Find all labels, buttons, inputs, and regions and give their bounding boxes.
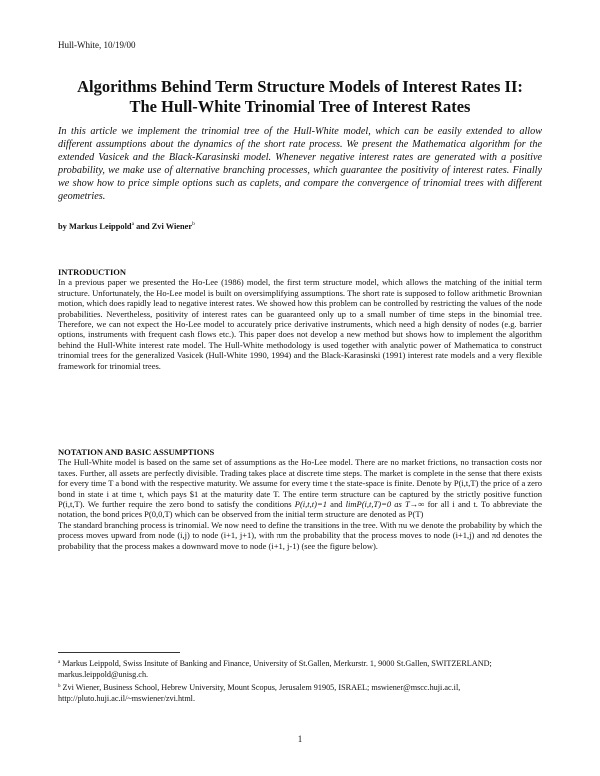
abstract: In this article we implement the trinomial tree of the Hull-White model, which can be easily extended to allow different assumptions about the dynamics of the short rate process. We present the Mathematica algorithm for the extended Vasicek and the Black-Karasinski model. Whenever negative interest rates are generated with a positive probability, we make use of alternative branching processes, which guarantee the positivity of interest rates. Finally we show how to price simple options such as caplets, and compare the convergence of trinomial trees with different geometries. xyxy=(58,126,542,202)
introduction-body: In a previous paper we presented the Ho-Lee (1986) model, the first term structure model, which allows the matching of the initial term structure. Unfortunately, the Ho-Lee model is built on oversimplifying assumptions. The short rate is supposed to follow arithmetic Brownian motion, which does rapidly lead to negative interest rates. We showed how this problem can be controlled by restricting the values of the node probabilities. Nevertheless, positivity of interest rates can be guaranteed only up to a small number of time steps in the binomial tree. Therefore, we can not expect the Ho-Lee model to accurately price derivative instruments, which need a high density of nodes (e.g. barrier options, instruments with frequent cash flows etc.). This paper does not develop a new method but shows how to implement the algorithm behind the Hull-White interest rate model. The Hull-White methodology is used together with analytic power of Mathematica to construct trinomial trees for the generalized Vasicek (Hull-White 1990, 1994) and the Black-Karasinski (1991) interest rate models and a very flexible framework for trinomial trees. xyxy=(58,277,542,371)
footnote-a-mark: a xyxy=(58,660,61,665)
title-line-2: The Hull-White Trinomial Tree of Interest Rates xyxy=(129,97,471,116)
condition-connector: and xyxy=(330,499,343,510)
author-1-footnote-mark: a xyxy=(131,221,135,227)
author-2-footnote-mark: b xyxy=(192,221,195,227)
footnote-b xyxy=(58,682,542,704)
running-header: Hull-White, 10/19/00 xyxy=(58,40,136,50)
author-2: Zvi Wiener xyxy=(151,222,193,231)
title-line-1: Algorithms Behind Term Structure Models of Interest Rates II: xyxy=(77,77,523,96)
footnote-a-text: Markus Leippold, Swiss Insitute of Banking and Finance, University of St.Gallen, Merkurstr. 1, 9000 St.Gallen, SWITZERLAND; markus.leippold@unisg.ch. xyxy=(58,659,492,679)
paper-title xyxy=(40,77,560,117)
introduction-heading: INTRODUCTION xyxy=(58,267,127,277)
footnote-divider xyxy=(58,652,180,653)
notation-section xyxy=(58,447,542,551)
footnote-b-text: Zvi Wiener, Business School, Hebrew University, Mount Scopus, Jerusalem 91905, ISRAEL; mswiener@mscc.huji.ac.il, http://pluto.huji.ac.il/~mswiener/zvi.html. xyxy=(58,683,461,703)
introduction-section xyxy=(58,267,542,371)
footnote-a xyxy=(58,658,542,680)
author-1: Markus Leippold xyxy=(68,222,132,231)
notation-para1-tail: for all i and t. To abbreviate the notation, the bond prices P(0,0,T) which can be observed from the initial term structure are denoted as P(T) xyxy=(58,499,543,520)
condition-1: P(i,t,t)=1 xyxy=(294,499,327,510)
notation-paragraph-1 xyxy=(58,457,542,519)
author-line xyxy=(58,219,195,232)
author-prefix: by xyxy=(58,222,67,231)
page-number: 1 xyxy=(297,734,303,744)
notation-paragraph-2: The standard branching process is trinomial. We now need to define the transitions in the tree. With πu we denote the probability by which the process moves upward from node (i,j) to node (i+1, j+1), with πm the probability that the process moves to node (i+1,j) and πd denotes the probability that the process makes a downward move to node (i+1, j-1) (see the figure below). xyxy=(58,519,542,551)
notation-heading: NOTATION AND BASIC ASSUMPTIONS xyxy=(58,447,215,457)
footnote-b-mark: b xyxy=(58,684,61,689)
condition-2: limP(i,t,T)=0 as T→∞ xyxy=(345,499,425,510)
author-connector: and xyxy=(136,222,150,231)
footnotes xyxy=(58,658,542,706)
notation-para1-text: The Hull-White model is based on the same set of assumptions as the Ho-Lee model. There are no market frictions, no transaction costs nor taxes. Further, all assets are perfectly divisible. Trading takes place at discrete time steps. The market is complete in the sense that there exists for every time T a bond with the respective maturity. We assume for every time t the state-space is finite. Denote by P(i,t,T) the price of a zero bond in state i at time t, which pays $1 at the maturity date T. The entire term structure can be captured by the strictly positive function P(i,t,T). We further require the zero bond to satisfy the conditions xyxy=(58,457,542,510)
